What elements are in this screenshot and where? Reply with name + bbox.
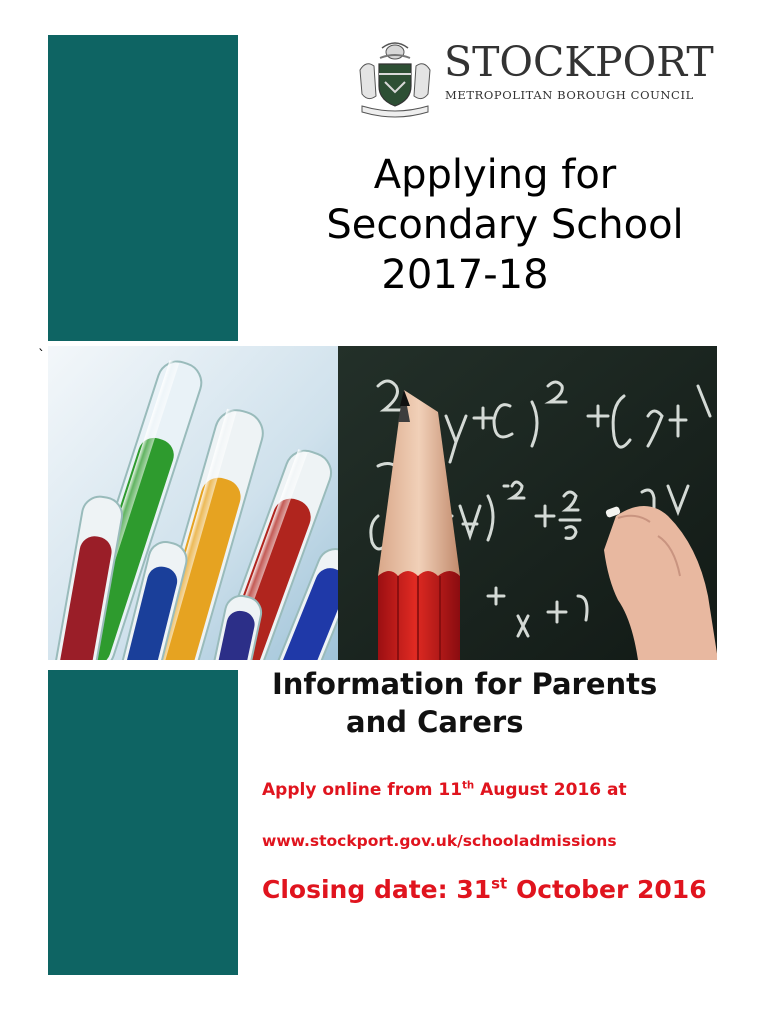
apply-ordinal: th [462,780,475,792]
apply-suffix: August 2016 at [474,780,627,800]
page-title [240,150,770,300]
closing-prefix: Closing date: [262,875,448,904]
title-line-2: Secondary School [326,202,684,248]
closing-day: 31 [456,875,492,904]
info-heading-line-1: Information for Parents [272,667,658,701]
stray-tick-mark: ` [38,348,45,364]
teal-block-bottom [48,670,238,975]
info-heading-line-2: and Carers [346,705,524,739]
council-logo [352,36,712,118]
info-heading [272,665,712,741]
closing-ordinal: st [491,874,508,893]
logo-wordmark: STOCKPORT [444,38,714,86]
closing-suffix: October 2016 [507,875,707,904]
banner-image [48,346,717,660]
apply-prefix: Apply online from 11 [262,780,463,800]
coat-of-arms-icon [352,36,438,118]
closing-date [262,875,707,904]
admissions-url[interactable]: www.stockport.gov.uk/schooladmissions [262,832,617,850]
title-line-1: Applying for [373,152,617,198]
apply-online-text [262,780,627,800]
banner-illustration [48,346,717,660]
title-line-3: 2017-18 [381,252,549,298]
logo-subtitle: METROPOLITAN BOROUGH COUNCIL [445,88,694,102]
